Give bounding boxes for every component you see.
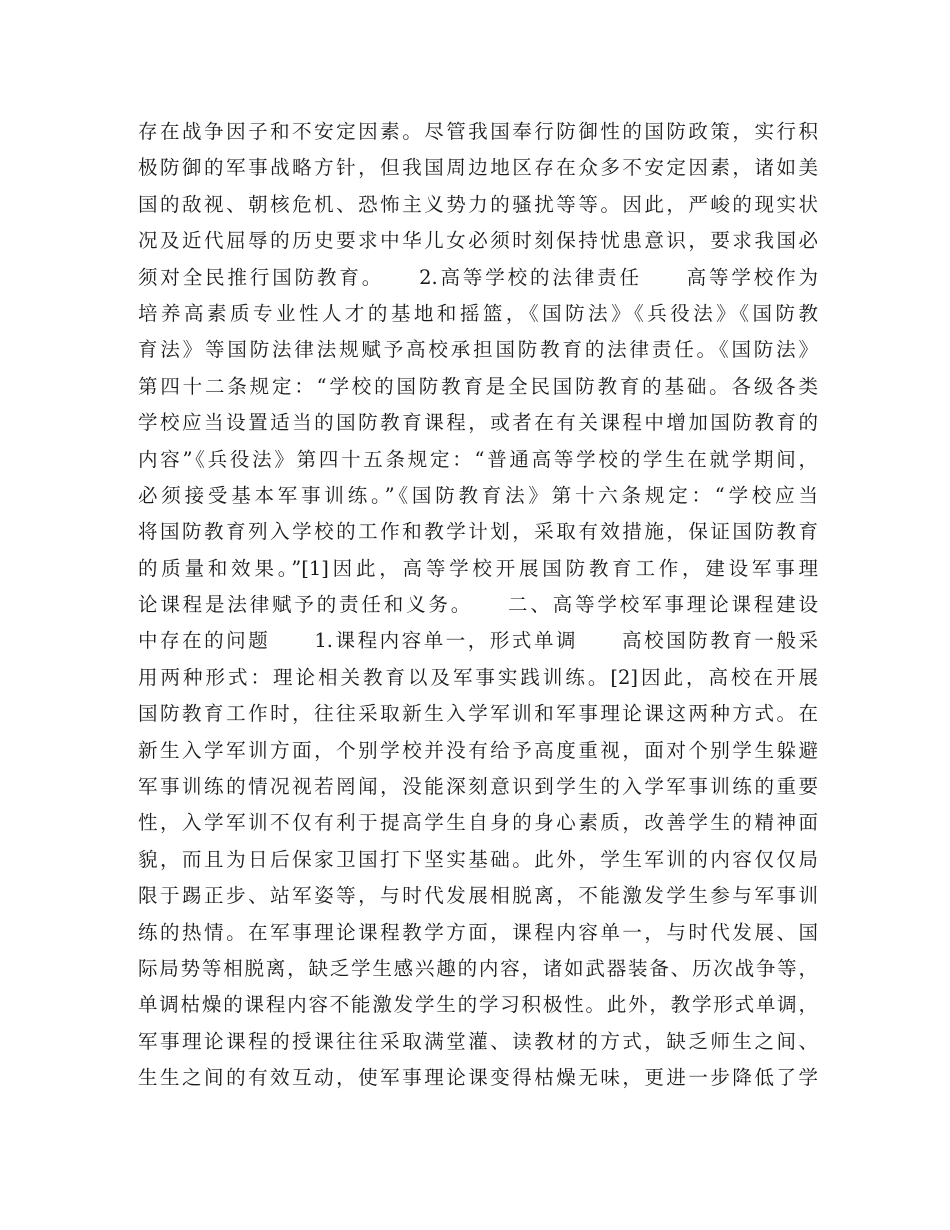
text-line: 单调枯燥的课程内容不能激发学生的学习积极性。此外，教学形式单调， (138, 993, 818, 1017)
text-line: 论课程是法律赋予的责任和义务。 二、高等学校军事理论课程建设 (138, 593, 818, 617)
text-line: 中存在的问题 1.课程内容单一，形式单调 高校国防教育一般采 (138, 629, 818, 653)
text-line: 的质量和效果。”[1]因此，高等学校开展国防教育工作，建设军事理 (138, 556, 818, 580)
text-line: 新生入学军训方面，个别学校并没有给予高度重视，面对个别学生躲避 (138, 738, 818, 762)
text-line: 将国防教育列入学校的工作和教学计划，采取有效措施，保证国防教育 (138, 520, 818, 544)
text-line: 况及近代屈辱的历史要求中华儿女必须时刻保持忧患意识，要求我国必 (138, 229, 818, 253)
text-line: 性，入学军训不仅有利于提高学生自身的身心素质，改善学生的精神面 (138, 811, 818, 835)
text-line: 际局势等相脱离，缺乏学生感兴趣的内容，诸如武器装备、历次战争等， (138, 956, 818, 980)
text-line: 国防教育工作时，往往采取新生入学军训和军事理论课这两种方式。在 (138, 702, 818, 726)
text-line: 生生之间的有效互动，使军事理论课变得枯燥无味，更进一步降低了学 (138, 1066, 818, 1090)
text-line: 内容”《兵役法》第四十五条规定：“普通高等学校的学生在就学期间， (138, 447, 818, 471)
text-line: 练的热情。在军事理论课程教学方面，课程内容单一，与时代发展、国 (138, 920, 818, 944)
text-line: 国的敌视、朝核危机、恐怖主义势力的骚扰等等。因此，严峻的现实状 (138, 192, 818, 216)
text-line: 貌，而且为日后保家卫国打下坚实基础。此外，学生军训的内容仅仅局 (138, 847, 818, 871)
text-line: 限于踢正步、站军姿等，与时代发展相脱离，不能激发学生参与军事训 (138, 884, 818, 908)
text-line: 培养高素质专业性人才的基地和摇篮，《国防法》《兵役法》《国防教 (138, 301, 818, 325)
text-line: 须对全民推行国防教育。 2.高等学校的法律责任 高等学校作为 (138, 265, 818, 289)
text-line: 第四十二条规定：“学校的国防教育是全民国防教育的基础。各级各类 (138, 374, 818, 398)
text-line: 军事训练的情况视若罔闻，没能深刻意识到学生的入学军事训练的重要 (138, 775, 818, 799)
text-line: 必须接受基本军事训练。”《国防教育法》第十六条规定：“学校应当 (138, 483, 818, 507)
body-text (138, 114, 818, 1097)
text-line: 学校应当设置适当的国防教育课程，或者在有关课程中增加国防教育的 (138, 411, 818, 435)
text-line: 军事理论课程的授课往往采取满堂灌、读教材的方式，缺乏师生之间、 (138, 1029, 818, 1053)
text-line: 存在战争因子和不安定因素。尽管我国奉行防御性的国防政策，实行积 (138, 120, 818, 143)
text-line: 极防御的军事战略方针，但我国周边地区存在众多不安定因素，诸如美 (138, 156, 818, 180)
text-line: 育法》等国防法律法规赋予高校承担国防教育的法律责任。《国防法》 (138, 338, 818, 362)
text-line: 用两种形式：理论相关教育以及军事实践训练。[2]因此，高校在开展 (138, 665, 818, 689)
